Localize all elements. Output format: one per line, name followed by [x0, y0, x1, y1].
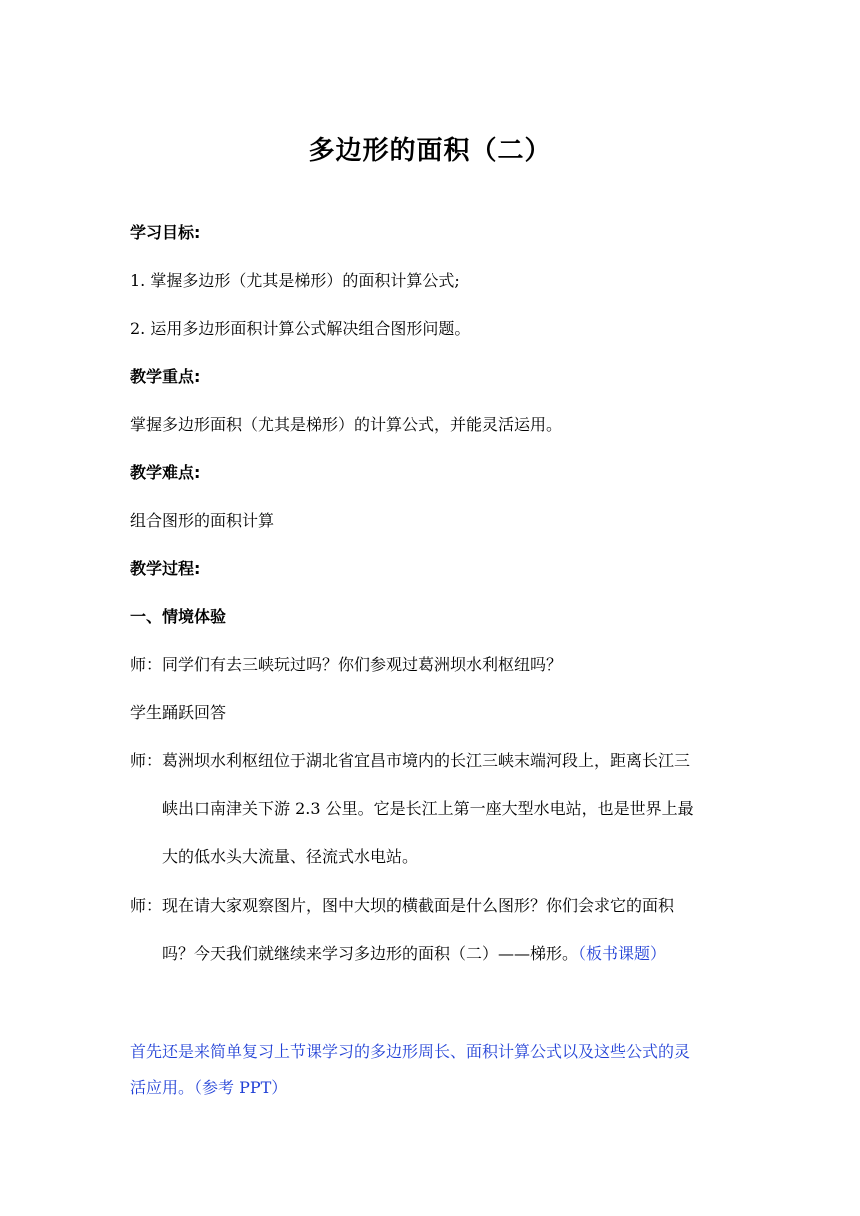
process-heading: 教学过程: [130, 559, 201, 578]
difficulties-heading: 教学难点: [130, 463, 201, 482]
dialogue-2-line-1: 师：葛洲坝水利枢纽位于湖北省宜昌市境内的长江三峡末端河段上，距离长江三 [130, 751, 691, 770]
dialogue-2-line-3: 大的低水头大流量、径流式水电站。 [162, 847, 419, 866]
objectives-heading: 学习目标: [130, 223, 201, 242]
dialogue-3-line-2-wrap [130, 943, 730, 965]
page-title: 多边形的面积（二） [308, 136, 552, 166]
review-line-1: 首先还是来简单复习上节课学习的多边形周长、面积计算公式以及这些公式的灵 [130, 1042, 691, 1061]
review-paragraph [130, 1034, 730, 1106]
dialogue-3-line-1: 师：现在请大家观察图片，图中大坝的横截面是什么图形？你们会求它的面积 [130, 896, 675, 915]
review-line-2: 活应用。（参考 PPT） [130, 1078, 288, 1097]
objective-1: 1. 掌握多边形（尤其是梯形）的面积计算公式; [130, 271, 460, 290]
board-title-note: （板书课题） [578, 944, 667, 963]
student-answer: 学生踊跃回答 [130, 703, 227, 722]
section-1-heading: 一、情境体验 [130, 607, 227, 626]
dialogue-3-line-2: 吗？今天我们就继续来学习多边形的面积（二）——梯形。 [162, 944, 579, 963]
key-points-heading: 教学重点: [130, 367, 201, 386]
dialogue-2-line-2: 峡出口南津关下游 2.3 公里。它是长江上第一座大型水电站，也是世界上最 [162, 799, 694, 818]
dialogue-1: 师：同学们有去三峡玩过吗？你们参观过葛洲坝水利枢纽吗？ [130, 655, 563, 674]
difficulties-text: 组合图形的面积计算 [130, 511, 275, 530]
key-points-text: 掌握多边形面积（尤其是梯形）的计算公式，并能灵活运用。 [130, 415, 563, 434]
dialogue-3 [130, 895, 730, 965]
objective-2: 2. 运用多边形面积计算公式解决组合图形问题。 [130, 319, 471, 338]
dialogue-2 [130, 750, 730, 868]
